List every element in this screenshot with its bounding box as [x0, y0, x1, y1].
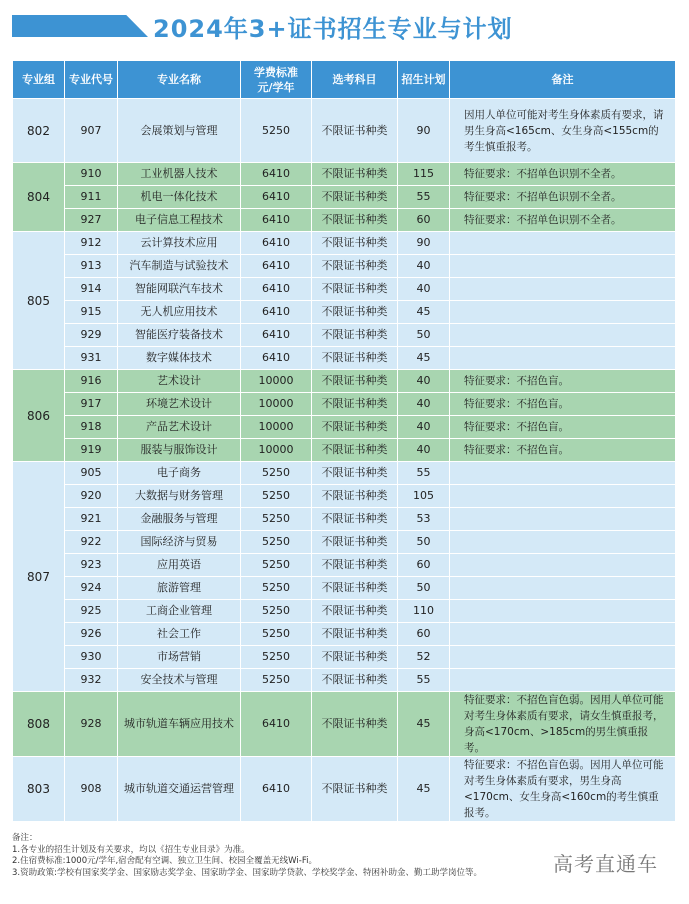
page-title: 2024年3+证书招生专业与计划 — [153, 15, 513, 43]
cell-code: 915 — [65, 301, 118, 324]
cell-fee: 6410 — [241, 692, 312, 757]
cell-note — [450, 324, 676, 347]
cell-plan: 45 — [398, 692, 450, 757]
table-row — [13, 99, 676, 163]
cell-plan: 115 — [398, 163, 450, 186]
cell-fee: 6410 — [241, 301, 312, 324]
cell-subject: 不限证书种类 — [312, 393, 398, 416]
cell-plan: 45 — [398, 347, 450, 370]
cell-plan: 50 — [398, 531, 450, 554]
cell-code: 925 — [65, 600, 118, 623]
cell-note — [450, 554, 676, 577]
table-row — [13, 255, 676, 278]
cell-note: 特征要求：不招色盲。 — [450, 370, 676, 393]
cell-plan: 45 — [398, 757, 450, 822]
cell-plan: 40 — [398, 416, 450, 439]
cell-subject: 不限证书种类 — [312, 255, 398, 278]
cell-plan: 50 — [398, 324, 450, 347]
cell-subject: 不限证书种类 — [312, 554, 398, 577]
table-row — [13, 324, 676, 347]
header-fee — [241, 61, 312, 99]
footer-notes — [12, 833, 482, 879]
table-row — [13, 485, 676, 508]
cell-plan: 52 — [398, 646, 450, 669]
cell-note — [450, 646, 676, 669]
table-row — [13, 577, 676, 600]
cell-fee: 5250 — [241, 531, 312, 554]
cell-name: 安全技术与管理 — [118, 669, 241, 692]
cell-plan: 90 — [398, 99, 450, 163]
cell-fee: 6410 — [241, 163, 312, 186]
cell-fee: 5250 — [241, 577, 312, 600]
cell-subject: 不限证书种类 — [312, 324, 398, 347]
cell-fee: 6410 — [241, 757, 312, 822]
cell-note: 特征要求：不招单色识别不全者。 — [450, 186, 676, 209]
cell-name: 工商企业管理 — [118, 600, 241, 623]
table-row — [13, 669, 676, 692]
cell-note — [450, 623, 676, 646]
cell-name: 城市轨道交通运营管理 — [118, 757, 241, 822]
cell-fee: 5250 — [241, 600, 312, 623]
table-row — [13, 757, 676, 822]
cell-plan: 40 — [398, 255, 450, 278]
cell-name: 云计算技术应用 — [118, 232, 241, 255]
cell-name: 服装与服饰设计 — [118, 439, 241, 462]
cell-subject: 不限证书种类 — [312, 186, 398, 209]
cell-fee: 5250 — [241, 462, 312, 485]
cell-code: 921 — [65, 508, 118, 531]
cell-code: 910 — [65, 163, 118, 186]
cell-group: 803 — [13, 757, 65, 822]
header-subject: 选考科目 — [312, 61, 398, 99]
cell-name: 大数据与财务管理 — [118, 485, 241, 508]
cell-group: 802 — [13, 99, 65, 163]
header-code: 专业代号 — [65, 61, 118, 99]
cell-code: 932 — [65, 669, 118, 692]
cell-plan: 40 — [398, 393, 450, 416]
cell-name: 环境艺术设计 — [118, 393, 241, 416]
cell-fee: 5250 — [241, 508, 312, 531]
cell-name: 金融服务与管理 — [118, 508, 241, 531]
cell-subject: 不限证书种类 — [312, 600, 398, 623]
cell-code: 919 — [65, 439, 118, 462]
cell-note: 因用人单位可能对考生身体素质有要求，请男生身高<165cm、女生身高<155cm的考生慎重报考。 — [450, 99, 676, 163]
cell-name: 产品艺术设计 — [118, 416, 241, 439]
cell-name: 旅游管理 — [118, 577, 241, 600]
cell-plan: 50 — [398, 577, 450, 600]
cell-plan: 55 — [398, 462, 450, 485]
cell-code: 931 — [65, 347, 118, 370]
cell-code: 922 — [65, 531, 118, 554]
cell-subject: 不限证书种类 — [312, 646, 398, 669]
cell-fee: 6410 — [241, 324, 312, 347]
footer-line: 3.资助政策:学校有国家奖学金、国家励志奖学金、国家助学金、国家助学贷款、学校奖学金、特困补助金、勤工助学岗位等。 — [12, 867, 482, 878]
cell-fee: 5250 — [241, 99, 312, 163]
table-row — [13, 646, 676, 669]
cell-note — [450, 600, 676, 623]
cell-note: 特征要求：不招色盲色弱。因用人单位可能对考生身体素质有要求，请女生慎重报考，身高<170cm、>185cm的男生慎重报考。 — [450, 692, 676, 757]
cell-code: 924 — [65, 577, 118, 600]
header-note: 备注 — [450, 61, 676, 99]
cell-subject: 不限证书种类 — [312, 669, 398, 692]
cell-code: 929 — [65, 324, 118, 347]
cell-note — [450, 485, 676, 508]
table-row — [13, 439, 676, 462]
cell-group: 808 — [13, 692, 65, 757]
table-row — [13, 163, 676, 186]
cell-subject: 不限证书种类 — [312, 757, 398, 822]
cell-note: 特征要求：不招色盲色弱。因用人单位可能对考生身体素质有要求，男生身高<170cm、女生身高<160cm的考生慎重报考。 — [450, 757, 676, 822]
footer-heading: 备注： — [12, 833, 38, 843]
cell-plan: 40 — [398, 439, 450, 462]
cell-subject: 不限证书种类 — [312, 508, 398, 531]
cell-plan: 90 — [398, 232, 450, 255]
cell-code: 913 — [65, 255, 118, 278]
cell-note — [450, 531, 676, 554]
cell-name: 汽车制造与试验技术 — [118, 255, 241, 278]
cell-note: 特征要求：不招色盲。 — [450, 393, 676, 416]
header-name: 专业名称 — [118, 61, 241, 99]
cell-subject: 不限证书种类 — [312, 485, 398, 508]
cell-subject: 不限证书种类 — [312, 577, 398, 600]
cell-fee: 5250 — [241, 623, 312, 646]
cell-subject: 不限证书种类 — [312, 301, 398, 324]
cell-subject: 不限证书种类 — [312, 232, 398, 255]
cell-code: 912 — [65, 232, 118, 255]
cell-name: 会展策划与管理 — [118, 99, 241, 163]
cell-subject: 不限证书种类 — [312, 692, 398, 757]
cell-note — [450, 577, 676, 600]
cell-plan: 53 — [398, 508, 450, 531]
table-header-row — [13, 61, 676, 99]
table-row — [13, 508, 676, 531]
cell-fee: 10000 — [241, 393, 312, 416]
cell-note: 特征要求：不招色盲。 — [450, 416, 676, 439]
cell-name: 艺术设计 — [118, 370, 241, 393]
cell-group: 806 — [13, 370, 65, 462]
footer-line: 1.各专业的招生计划及有关要求，均以《招生专业目录》为准。 — [12, 844, 250, 855]
table-row — [13, 554, 676, 577]
table-row — [13, 692, 676, 757]
cell-note: 特征要求：不招单色识别不全者。 — [450, 209, 676, 232]
table-row — [13, 370, 676, 393]
cell-plan: 110 — [398, 600, 450, 623]
table-row — [13, 531, 676, 554]
cell-name: 电子信息工程技术 — [118, 209, 241, 232]
cell-fee: 5250 — [241, 669, 312, 692]
cell-group: 807 — [13, 462, 65, 692]
table-row — [13, 186, 676, 209]
cell-code: 914 — [65, 278, 118, 301]
cell-subject: 不限证书种类 — [312, 163, 398, 186]
cell-plan: 45 — [398, 301, 450, 324]
cell-fee: 10000 — [241, 439, 312, 462]
cell-note — [450, 347, 676, 370]
table-row — [13, 278, 676, 301]
cell-plan: 55 — [398, 669, 450, 692]
cell-code: 926 — [65, 623, 118, 646]
cell-note — [450, 508, 676, 531]
cell-name: 电子商务 — [118, 462, 241, 485]
cell-code: 928 — [65, 692, 118, 757]
cell-subject: 不限证书种类 — [312, 623, 398, 646]
cell-name: 应用英语 — [118, 554, 241, 577]
table-row — [13, 232, 676, 255]
cell-name: 市场营销 — [118, 646, 241, 669]
table-row — [13, 347, 676, 370]
cell-plan: 40 — [398, 278, 450, 301]
header-group: 专业组 — [13, 61, 65, 99]
cell-note: 特征要求：不招单色识别不全者。 — [450, 163, 676, 186]
cell-code: 923 — [65, 554, 118, 577]
cell-subject: 不限证书种类 — [312, 99, 398, 163]
cell-note — [450, 669, 676, 692]
cell-fee: 6410 — [241, 347, 312, 370]
cell-code: 920 — [65, 485, 118, 508]
cell-fee: 6410 — [241, 232, 312, 255]
cell-subject: 不限证书种类 — [312, 531, 398, 554]
cell-code: 918 — [65, 416, 118, 439]
cell-code: 916 — [65, 370, 118, 393]
cell-code: 930 — [65, 646, 118, 669]
cell-plan: 105 — [398, 485, 450, 508]
cell-code: 908 — [65, 757, 118, 822]
cell-plan: 55 — [398, 186, 450, 209]
title-decoration-bar — [12, 15, 148, 37]
cell-subject: 不限证书种类 — [312, 439, 398, 462]
cell-name: 国际经济与贸易 — [118, 531, 241, 554]
cell-note — [450, 278, 676, 301]
cell-code: 907 — [65, 99, 118, 163]
cell-plan: 60 — [398, 554, 450, 577]
cell-name: 城市轨道车辆应用技术 — [118, 692, 241, 757]
cell-subject: 不限证书种类 — [312, 462, 398, 485]
cell-name: 无人机应用技术 — [118, 301, 241, 324]
cell-fee: 6410 — [241, 255, 312, 278]
table-row — [13, 623, 676, 646]
table-row — [13, 301, 676, 324]
header-fee-line2: 元/学年 — [257, 80, 295, 94]
cell-code: 917 — [65, 393, 118, 416]
cell-plan: 60 — [398, 623, 450, 646]
cell-name: 智能医疗装备技术 — [118, 324, 241, 347]
cell-subject: 不限证书种类 — [312, 209, 398, 232]
cell-name: 数字媒体技术 — [118, 347, 241, 370]
cell-fee: 5250 — [241, 646, 312, 669]
cell-note: 特征要求：不招色盲。 — [450, 439, 676, 462]
cell-name: 智能网联汽车技术 — [118, 278, 241, 301]
cell-code: 905 — [65, 462, 118, 485]
cell-plan: 40 — [398, 370, 450, 393]
cell-fee: 5250 — [241, 554, 312, 577]
cell-subject: 不限证书种类 — [312, 370, 398, 393]
cell-group: 804 — [13, 163, 65, 232]
cell-fee: 6410 — [241, 278, 312, 301]
cell-plan: 60 — [398, 209, 450, 232]
cell-subject: 不限证书种类 — [312, 278, 398, 301]
cell-name: 机电一体化技术 — [118, 186, 241, 209]
header-fee-line1: 学费标准 — [254, 65, 298, 79]
table-body — [13, 99, 676, 822]
cell-fee: 6410 — [241, 209, 312, 232]
enrollment-plan-table — [12, 60, 676, 822]
cell-fee: 5250 — [241, 485, 312, 508]
header-plan: 招生计划 — [398, 61, 450, 99]
cell-fee: 10000 — [241, 370, 312, 393]
cell-subject: 不限证书种类 — [312, 416, 398, 439]
cell-name: 工业机器人技术 — [118, 163, 241, 186]
cell-code: 911 — [65, 186, 118, 209]
table-row — [13, 393, 676, 416]
footer-line: 2.住宿费标准:1000元/学年,宿舍配有空调、独立卫生间、校园全覆盖无线Wi-Fi。 — [12, 856, 317, 866]
cell-subject: 不限证书种类 — [312, 347, 398, 370]
cell-note — [450, 232, 676, 255]
table-row — [13, 209, 676, 232]
cell-code: 927 — [65, 209, 118, 232]
table-row — [13, 462, 676, 485]
table-row — [13, 416, 676, 439]
cell-group: 805 — [13, 232, 65, 370]
watermark: 高考直通车 — [553, 852, 658, 876]
cell-note — [450, 462, 676, 485]
cell-note — [450, 255, 676, 278]
cell-fee: 6410 — [241, 186, 312, 209]
table-row — [13, 600, 676, 623]
cell-name: 社会工作 — [118, 623, 241, 646]
cell-note — [450, 301, 676, 324]
cell-fee: 10000 — [241, 416, 312, 439]
